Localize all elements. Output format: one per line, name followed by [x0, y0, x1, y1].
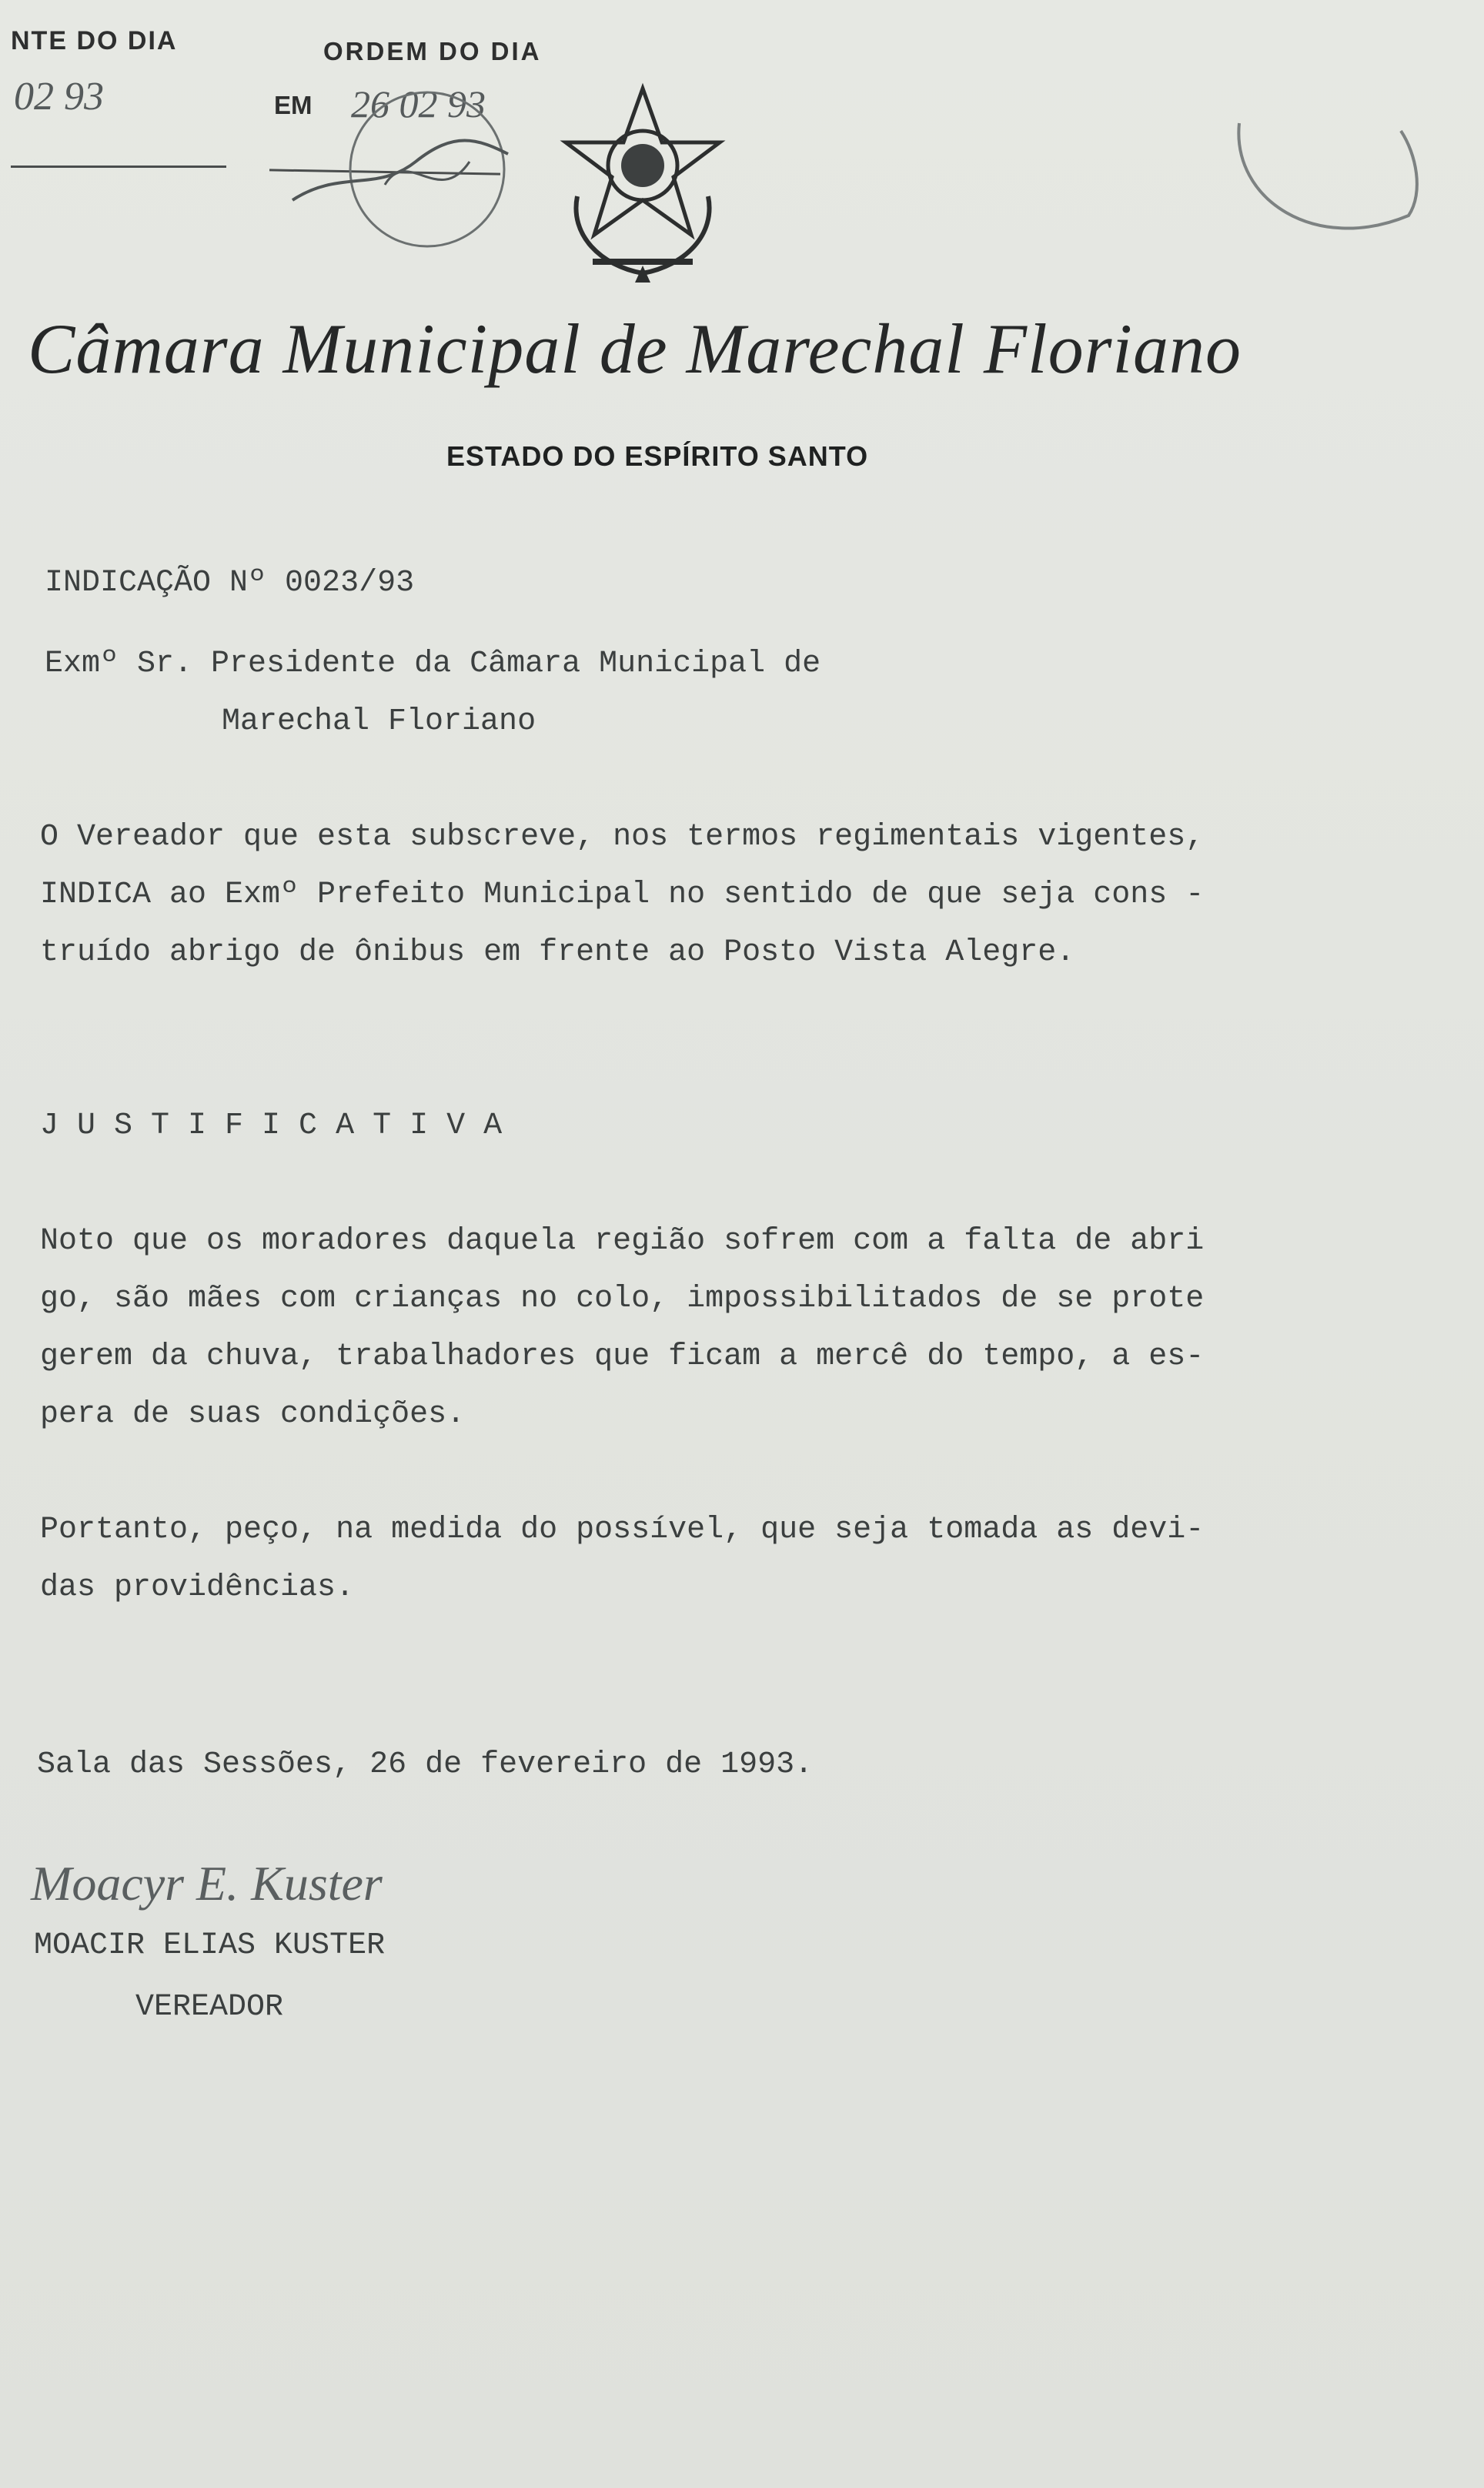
- stamp-right-title: ORDEM DO DIA: [323, 37, 542, 65]
- justification-line: pera de suas condições.: [40, 1397, 466, 1432]
- stamp-left-date: 02 93: [14, 75, 104, 119]
- stamp-left-title: NTE DO DIA: [11, 26, 178, 55]
- justification-line: go, são mães com crianças no colo, impossibilitados de se prote: [40, 1282, 1205, 1316]
- salutation-line-1: Exmº Sr. Presidente da Câmara Municipal de: [45, 647, 821, 681]
- handwritten-signature: Moacyr E. Kuster: [31, 1856, 383, 1911]
- document-number: INDICAÇÃO Nº 0023/93: [45, 566, 415, 600]
- stamp-left-line: [11, 166, 226, 168]
- body-line: INDICA ao Exmº Prefeito Municipal no sentido de que seja cons -: [40, 878, 1205, 912]
- closing-line: das providências.: [40, 1570, 355, 1605]
- letterhead-state: ESTADO DO ESPÍRITO SANTO: [446, 440, 869, 472]
- place-date: Sala das Sessões, 26 de fevereiro de 1993.: [37, 1747, 814, 1782]
- signer-title: VEREADOR: [135, 1990, 284, 2025]
- salutation-line-2: Marechal Floriano: [222, 704, 536, 739]
- letterhead-title: Câmara Municipal de Marechal Floriano: [28, 309, 1242, 388]
- justification-heading: J U S T I F I C A T I V A: [40, 1109, 503, 1143]
- signer-name: MOACIR ELIAS KUSTER: [34, 1928, 386, 1963]
- justification-line: gerem da chuva, trabalhadores que ficam a mercê do tempo, a es-: [40, 1339, 1205, 1374]
- body-line: truído abrigo de ônibus em frente ao Posto Vista Alegre.: [40, 935, 1075, 970]
- coat-of-arms-icon: [546, 81, 739, 289]
- stamp-signature-scribble: [277, 77, 531, 262]
- corner-stamp-mark: [1224, 108, 1424, 262]
- stamp-right-date: 26 02 93: [351, 82, 486, 125]
- body-line: O Vereador que esta subscreve, nos termos regimentais vigentes,: [40, 820, 1205, 854]
- justification-line: Noto que os moradores daquela região sofrem com a falta de abri: [40, 1224, 1205, 1259]
- stamp-right-prefix: EM: [274, 91, 313, 119]
- closing-line: Portanto, peço, na medida do possível, que seja tomada as devi-: [40, 1513, 1205, 1547]
